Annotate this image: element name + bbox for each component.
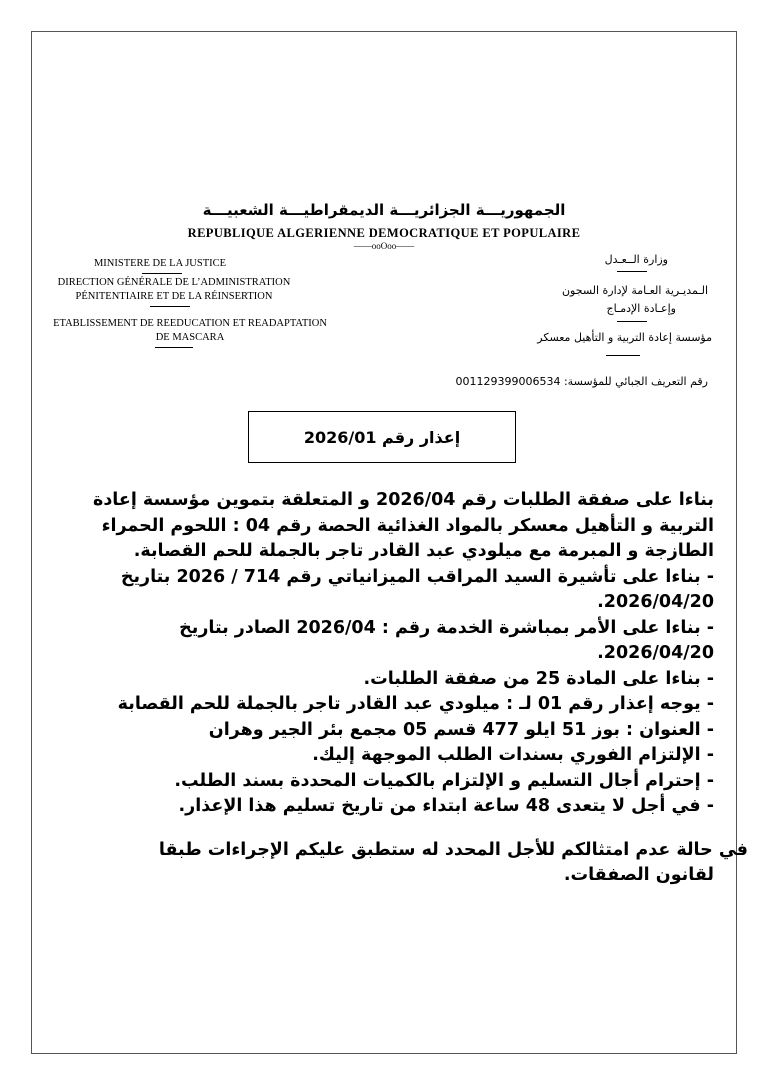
notice-body xyxy=(60,488,748,889)
spacer xyxy=(60,820,714,838)
divider xyxy=(606,355,640,356)
direction-french-line2: PÉNITENTIAIRE ET DE LA RÉINSERTION xyxy=(75,291,273,302)
body-line: بناءا على صفقة الطلبات رقم 2026/04 و المتعلقة بتموين مؤسسة إعادة xyxy=(92,490,714,510)
body-line: - بناءا على تأشيرة السيد المراقب الميزانياتي رقم 714 / 2026 بتاريخ xyxy=(120,566,714,587)
body-line: - الإلتزام الفوري بسندات الطلب الموجهة إليك. xyxy=(312,745,714,765)
divider xyxy=(617,321,647,322)
closing-line: في حالة عدم امتثالكم للأجل المحدد له ستطبق عليكم الإجراءات طبقا xyxy=(158,839,748,860)
ornament-divider: ——ooOoo—— xyxy=(353,241,415,251)
body-line: - بناءا على الأمر بمباشرة الخدمة رقم : 2026/04 الصادر بتاريخ xyxy=(179,617,714,638)
body-line: - في أجل لا يتعدى 48 ساعة ابتداء من تاريخ تسليم هذا الإعذار. xyxy=(178,796,714,816)
body-line: 2026/04/20. xyxy=(597,592,714,612)
notice-title: إعذار رقم 2026/01 xyxy=(303,427,461,447)
divider xyxy=(150,306,190,307)
republic-title-arabic: الجمهوريـــة الجزائريـــة الديمقراطيـــة الشعبيـــة xyxy=(202,201,566,219)
body-line: 2026/04/20. xyxy=(597,643,714,663)
establishment-french-line1: ETABLISSEMENT DE REEDUCATION ET READAPTATION xyxy=(53,318,327,329)
direction-arabic-line2: وإعـادة الإدمـاج xyxy=(606,302,676,315)
direction-french-line1: DIRECTION GÉNÉRALE DE L’ADMINISTRATION xyxy=(57,277,291,288)
establishment-french-line2: DE MASCARA xyxy=(155,332,225,343)
closing-line: لقانون الصفقات. xyxy=(563,865,714,885)
body-line: - يوجه إعذار رقم 01 لـ : ميلودي عبد القادر تاجر بالجملة للحم القصابة xyxy=(117,694,714,714)
body-line: التربية و التأهيل معسكر بالمواد الغذائية الحصة رقم 04 : اللحوم الحمراء xyxy=(101,515,714,536)
direction-arabic-line1: الـمديـرية العـامة لإدارة السجون xyxy=(561,284,708,297)
body-line: - إحترام أجال التسليم و الإلتزام بالكميات المحددة بسند الطلب. xyxy=(174,770,714,791)
ministry-arabic: وزارة الــعـدل xyxy=(604,253,668,266)
ministry-french: MINISTERE DE LA JUSTICE xyxy=(93,258,227,269)
tax-identification-number: رقم التعريف الجبائي للمؤسسة: 001129399006534 xyxy=(455,375,708,388)
divider xyxy=(142,273,182,274)
body-line: - بناءا على المادة 25 من صفقة الطلبات. xyxy=(363,668,714,689)
establishment-arabic: مؤسسة إعادة التربية و التأهيل معسكر xyxy=(537,331,712,344)
body-line: الطازجة و المبرمة مع ميلودي عبد القادر تاجر بالجملة للحم القصابة. xyxy=(133,541,714,561)
divider xyxy=(155,347,193,348)
body-line: - العنوان : بوز 51 ايلو 477 قسم 05 مجمع بئر الجير وهران xyxy=(208,719,714,740)
notice-title-box xyxy=(248,411,516,463)
republic-title-french: REPUBLIQUE ALGERIENNE DEMOCRATIQUE ET POPULAIRE xyxy=(187,226,581,240)
divider xyxy=(617,271,647,272)
